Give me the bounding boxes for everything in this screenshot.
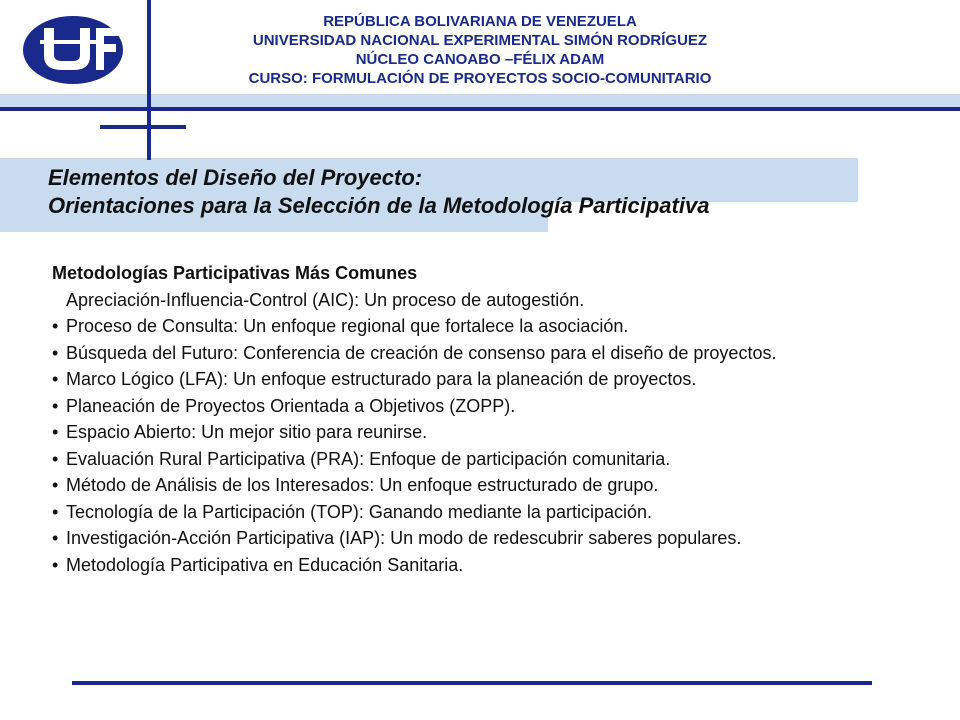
list-item-text: Tecnología de la Participación (TOP): Ganando mediante la participación. — [66, 501, 653, 522]
list-item-text: Búsqueda del Futuro: Conferencia de creación de consenso para el diseño de proyectos. — [66, 342, 777, 363]
bullet: • — [52, 342, 59, 363]
list-item — [52, 472, 932, 499]
list-item-text: Metodología Participativa en Educación Sanitaria. — [66, 554, 464, 575]
list-item — [52, 419, 932, 446]
header-line-2: UNIVERSIDAD NACIONAL EXPERIMENTAL SIMÓN RODRÍGUEZ — [252, 32, 708, 49]
list-item — [52, 393, 932, 420]
bullet: • — [52, 528, 59, 548]
bullet: • — [52, 422, 59, 442]
list-item-text: Apreciación-Influencia-Control (AIC): Un proceso de autogestión. — [66, 289, 585, 310]
bullet: • — [52, 475, 59, 495]
header-line-1: REPÚBLICA BOLIVARIANA DE VENEZUELA — [323, 13, 637, 30]
footer-rule — [72, 681, 872, 685]
institution-header — [150, 12, 810, 88]
title-line-1: Elementos del Diseño del Proyecto: — [48, 165, 423, 190]
list-item-text: Evaluación Rural Participativa (PRA): Enfoque de participación comunitaria. — [66, 448, 671, 469]
content-body — [52, 260, 932, 578]
bullet: • — [52, 395, 59, 416]
header-horizontal-rule — [0, 107, 960, 111]
slide-title — [48, 164, 709, 220]
list-item — [52, 313, 932, 340]
header-short-rule — [100, 125, 186, 129]
list-item — [52, 525, 932, 552]
list-item-text: Planeación de Proyectos Orientada a Objetivos (ZOPP). — [66, 395, 516, 416]
list-item — [52, 552, 932, 579]
list-item — [52, 446, 932, 473]
content-heading: Metodologías Participativas Más Comunes — [52, 263, 418, 283]
header-line-3: NÚCLEO CANOABO –FÉLIX ADAM — [355, 51, 605, 68]
header-line-4: CURSO: FORMULACIÓN DE PROYECTOS SOCIO-COMUNITARIO — [248, 70, 712, 87]
list-item-text: Investigación-Acción Participativa (IAP): Un modo de redescubrir saberes populares. — [66, 528, 742, 548]
list-item — [52, 499, 932, 526]
list-item-text: Método de Análisis de los Interesados: Un enfoque estructurado de grupo. — [66, 475, 659, 495]
list-item — [52, 340, 932, 367]
bullet: • — [52, 448, 59, 469]
list-item-text: Proceso de Consulta: Un enfoque regional que fortalece la asociación. — [66, 316, 629, 336]
bullet: • — [52, 501, 59, 522]
list-item — [52, 287, 932, 314]
list-item-text: Espacio Abierto: Un mejor sitio para reunirse. — [66, 422, 428, 442]
bullet: • — [52, 369, 59, 389]
bullet: • — [52, 554, 59, 575]
list-item-text: Marco Lógico (LFA): Un enfoque estructurado para la planeación de proyectos. — [66, 369, 697, 389]
bullet: • — [52, 316, 59, 336]
list-item — [52, 366, 932, 393]
title-line-2: Orientaciones para la Selección de la Metodología Participativa — [48, 193, 710, 218]
university-logo — [18, 10, 128, 92]
